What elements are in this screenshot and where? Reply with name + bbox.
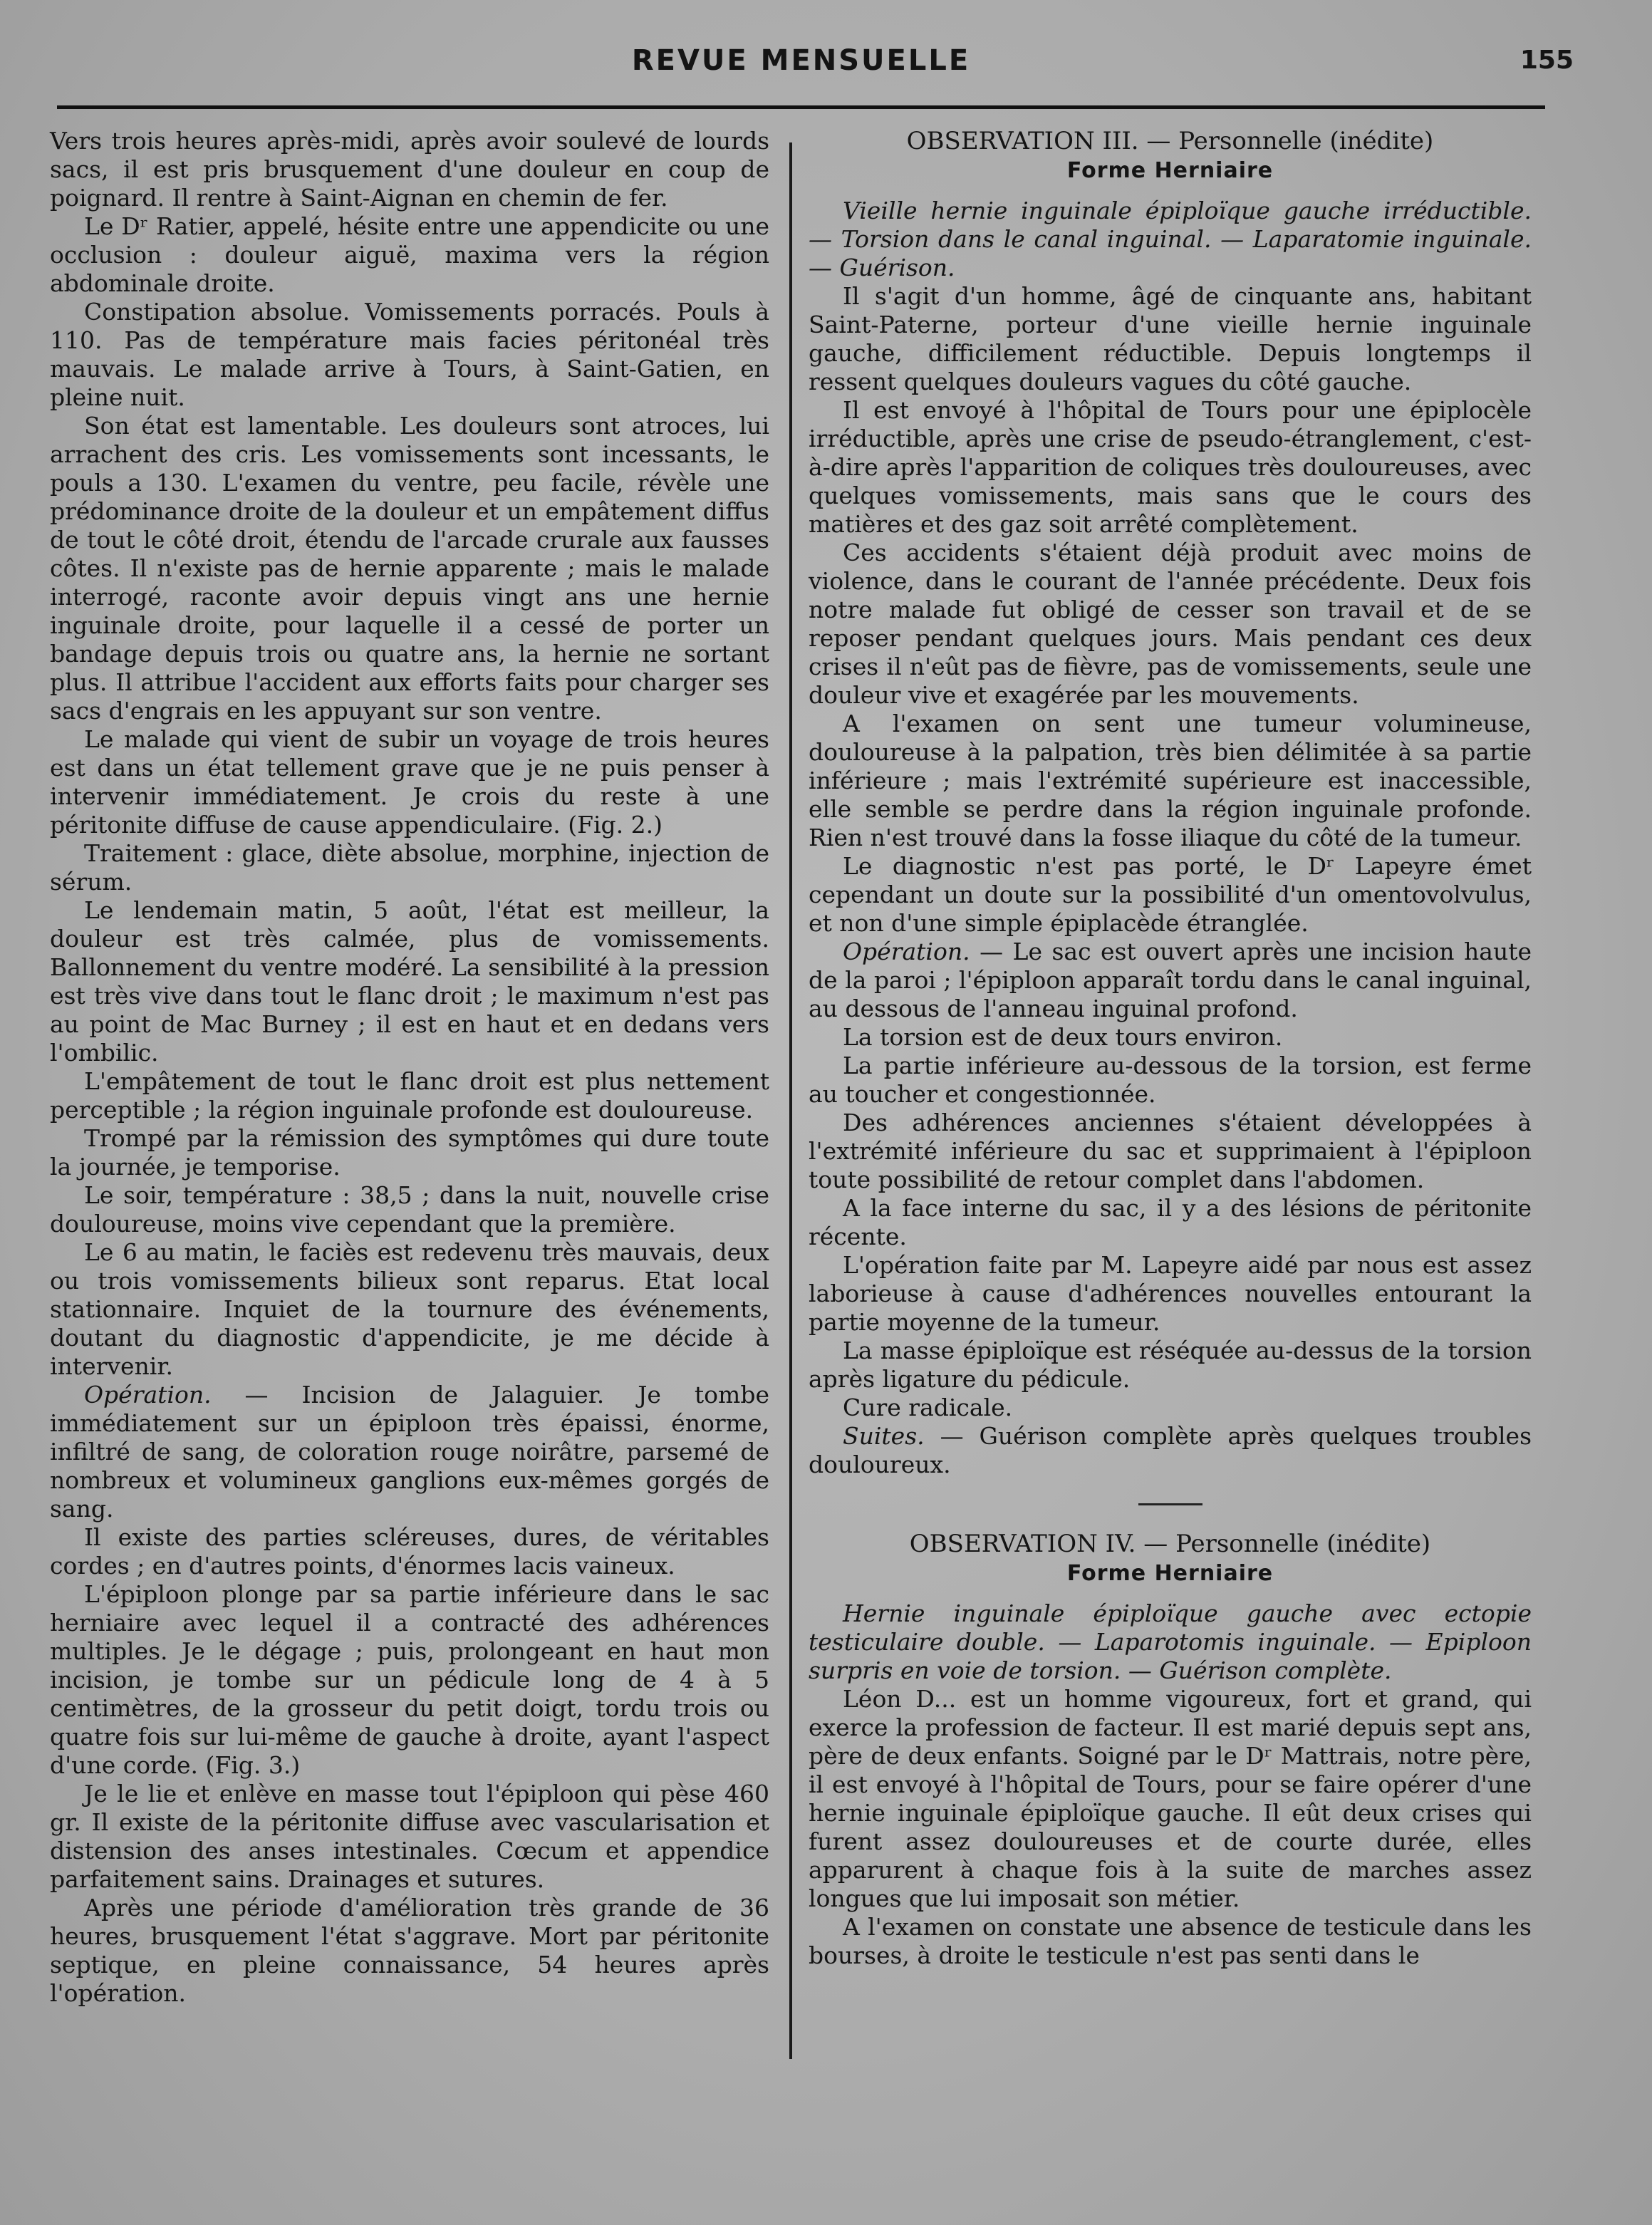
running-title: REVUE MENSUELLE <box>631 44 971 77</box>
paragraph: La masse épiploïque est réséquée au-dessus de la torsion après ligature du pédicule. <box>809 1337 1532 1393</box>
paragraph: Cure radicale. <box>843 1394 1013 1421</box>
paragraph: Le Dʳ Ratier, appelé, hésite entre une appendicite ou une occlusion : douleur aiguë, maxima vers la région abdominale droite. <box>50 212 769 297</box>
page-number: 155 <box>1519 46 1574 75</box>
paragraph: Il s'agit d'un homme, âgé de cinquante ans, habitant Saint-Paterne, porteur d'une vieille hernie inguinale gauche, difficilement réductible. Depuis longtemps il ressent quelques douleurs vagues du côté gauche. <box>809 282 1532 395</box>
observation-title: OBSERVATION IV. — Personnelle (inédite) <box>909 1530 1431 1558</box>
paragraph: Il est envoyé à l'hôpital de Tours pour une épiplocèle irréductible, après une crise de pseudo-étranglement, c'est-à-dire après l'apparition de coliques très douloureuses, avec quelques vomissements, mais sans que le cours des matières et des gaz soit arrêté complètement. <box>809 396 1532 538</box>
observation-title: OBSERVATION III. — Personnelle (inédite) <box>906 127 1434 155</box>
paragraph: Je le lie et enlève en masse tout l'épiploon qui pèse 460 gr. Il existe de la péritonite diffuse avec vascularisation et distension des anses intestinales. Cœcum et appendice parfaitement sains. Drainages et sutures. <box>50 1780 769 1893</box>
paragraph: La torsion est de deux tours environ. <box>843 1023 1283 1051</box>
paragraph: Suites. — Guérison complète après quelques troubles douloureux. <box>809 1422 1532 1478</box>
paragraph-lead: Opération. <box>843 938 970 965</box>
paragraph: L'empâtement de tout le flanc droit est plus nettement perceptible ; la région inguinale profonde est douloureuse. <box>50 1067 769 1124</box>
paragraph: Le lendemain matin, 5 août, l'état est meilleur, la douleur est très calmée, plus de vomissements. Ballonnement du ventre modéré. La sensibilité à la pression est très vive dans tout le flanc droit ; le maximum n'est pas au point de Mac Burney ; il est en haut et en dedans vers l'ombilic. <box>50 896 769 1067</box>
paragraph: Des adhérences anciennes s'étaient développées à l'extrémité inférieure du sac et supprimaient à l'épiploon toute possibilité de retour complet dans l'abdomen. <box>809 1109 1532 1193</box>
paragraph: Le malade qui vient de subir un voyage de trois heures est dans un état tellement grave que je ne puis penser à intervenir immédiatement. Je crois du reste à une péritonite diffuse de cause appendiculaire. (Fig. 2.) <box>50 725 769 839</box>
paragraph: Après une période d'amélioration très grande de 36 heures, brusquement l'état s'aggrave. Mort par péritonite septique, en pleine connaissance, 54 heures après l'opération. <box>50 1894 769 2007</box>
left-column <box>50 127 769 2008</box>
paragraph: Son état est lamentable. Les douleurs sont atroces, lui arrachent des cris. Les vomissements sont incessants, le pouls a 130. L'examen du ventre, peu facile, révèle une prédominance droite de la douleur et un empâtement diffus de tout le côté droit, étendu de l'arcade crurale aux fausses côtes. Il n'existe pas de hernie apparente ; mais le malade interrogé, raconte avoir depuis vingt ans une hernie inguinale droite, pour laquelle il a cessé de porter un bandage depuis trois ou quatre ans, la hernie ne sortant plus. Il attribue l'accident aux efforts faits pour charger ses sacs d'engrais en les appuyant sur son ventre. <box>50 412 769 725</box>
paragraph: A la face interne du sac, il y a des lésions de péritonite récente. <box>809 1194 1532 1250</box>
observation-form: Forme Herniaire <box>1066 1561 1274 1586</box>
paragraph: Opération. — Le sac est ouvert après une incision haute de la paroi ; l'épiploon apparaît tordu dans le canal inguinal, au dessous de l'anneau inguinal profond. <box>809 938 1532 1022</box>
paragraph: A l'examen on constate une absence de testicule dans les bourses, à droite le testicule n'est pas senti dans le <box>809 1913 1532 1969</box>
section-separator <box>1138 1503 1202 1505</box>
paragraph: Constipation absolue. Vomissements porracés. Pouls à 110. Pas de température mais facies péritonéal très mauvais. Le malade arrive à Tours, à Saint-Gatien, en pleine nuit. <box>50 298 769 411</box>
paragraph: Léon D... est un homme vigoureux, fort et grand, qui exerce la profession de facteur. Il est marié depuis sept ans, père de deux enfants. Soigné par le Dʳ Mattrais, notre père, il est envoyé à l'hôpital de Tours, pour se faire opérer d'une hernie inguinale épiploïque gauche. Il eût deux crises qui furent assez douloureuses et de courte durée, elles apparurent à chaque fois à la suite de marches assez longues que lui imposait son métier. <box>809 1685 1532 1912</box>
paragraph: Ces accidents s'étaient déjà produit avec moins de violence, dans le courant de l'année précédente. Deux fois notre malade fut obligé de cesser son travail et de se reposer pendant quelques jours. Mais pendant ces deux crises il n'eût pas de fièvre, pas de vomissements, seule une douleur vive et exagérée par les mouvements. <box>809 539 1532 709</box>
paragraph: Opération. — Incision de Jalaguier. Je tombe immédiatement sur un épiploon très épaissi, énorme, infiltré de sang, de coloration rouge noirâtre, parsemé de nombreux et volumineux ganglions eux-mêmes gorgés de sang. <box>50 1381 769 1523</box>
paragraph: La partie inférieure au-dessous de la torsion, est ferme au toucher et congestionnée. <box>809 1052 1532 1108</box>
paragraph: Il existe des parties scléreuses, dures, de véritables cordes ; en d'autres points, d'énormes lacis vaineux. <box>50 1523 769 1580</box>
paragraph: Le soir, température : 38,5 ; dans la nuit, nouvelle crise douloureuse, moins vive cependant que la première. <box>50 1181 769 1238</box>
paragraph: Le 6 au matin, le faciès est redevenu très mauvais, deux ou trois vomissements bilieux sont reparus. Etat local stationnaire. Inquiet de la tournure des événements, doutant du diagnostic d'appendicite, je me décide à intervenir. <box>50 1238 769 1380</box>
paragraph: A l'examen on sent une tumeur volumineuse, douloureuse à la palpation, très bien délimitée à sa partie inférieure ; mais l'extrémité supérieure est inaccessible, elle semble se perdre dans la région inguinale profonde. Rien n'est trouvé dans la fosse iliaque du côté de la tumeur. <box>809 710 1532 851</box>
header-rule <box>57 105 1545 109</box>
paragraph: Trompé par la rémission des symptômes qui dure toute la journée, je temporise. <box>50 1124 769 1181</box>
observation-summary: Vieille hernie inguinale épiploïque gauche irréductible. — Torsion dans le canal inguinal. — Laparatomie inguinale. — Guérison. <box>809 197 1532 281</box>
paragraph-lead: Suites. <box>843 1422 925 1450</box>
right-column <box>809 127 1532 1970</box>
paragraph-lead: Opération. <box>84 1381 212 1409</box>
paragraph: Traitement : glace, diète absolue, morphine, injection de sérum. <box>50 839 769 896</box>
page-header <box>57 44 1574 87</box>
paragraph: Vers trois heures après-midi, après avoir soulevé de lourds sacs, il est pris brusquement d'une douleur en coup de poignard. Il rentre à Saint-Aignan en chemin de fer. <box>50 127 769 212</box>
paragraph: L'épiploon plonge par sa partie inférieure dans le sac herniaire avec lequel il a contracté des adhérences multiples. Je le dégage ; puis, prolongeant en haut mon incision, je tombe sur un pédicule long de 4 à 5 centimètres, de la grosseur du petit doigt, tordu trois ou quatre fois sur lui-même de gauche à droite, ayant l'aspect d'une corde. (Fig. 3.) <box>50 1580 769 1779</box>
paragraph: L'opération faite par M. Lapeyre aidé par nous est assez laborieuse à cause d'adhérences nouvelles entourant la partie moyenne de la tumeur. <box>809 1251 1532 1336</box>
observation-summary: Hernie inguinale épiploïque gauche avec ectopie testiculaire double. — Laparotomis inguinale. — Epiploon surpris en voie de torsion. — Guérison complète. <box>809 1599 1532 1684</box>
paragraph: Le diagnostic n'est pas porté, le Dʳ Lapeyre émet cependant un doute sur la possibilité d'un omentovolvulus, et non d'une simple épiplacède étranglée. <box>809 852 1532 937</box>
observation-form: Forme Herniaire <box>1066 158 1274 183</box>
column-divider <box>789 142 792 2059</box>
